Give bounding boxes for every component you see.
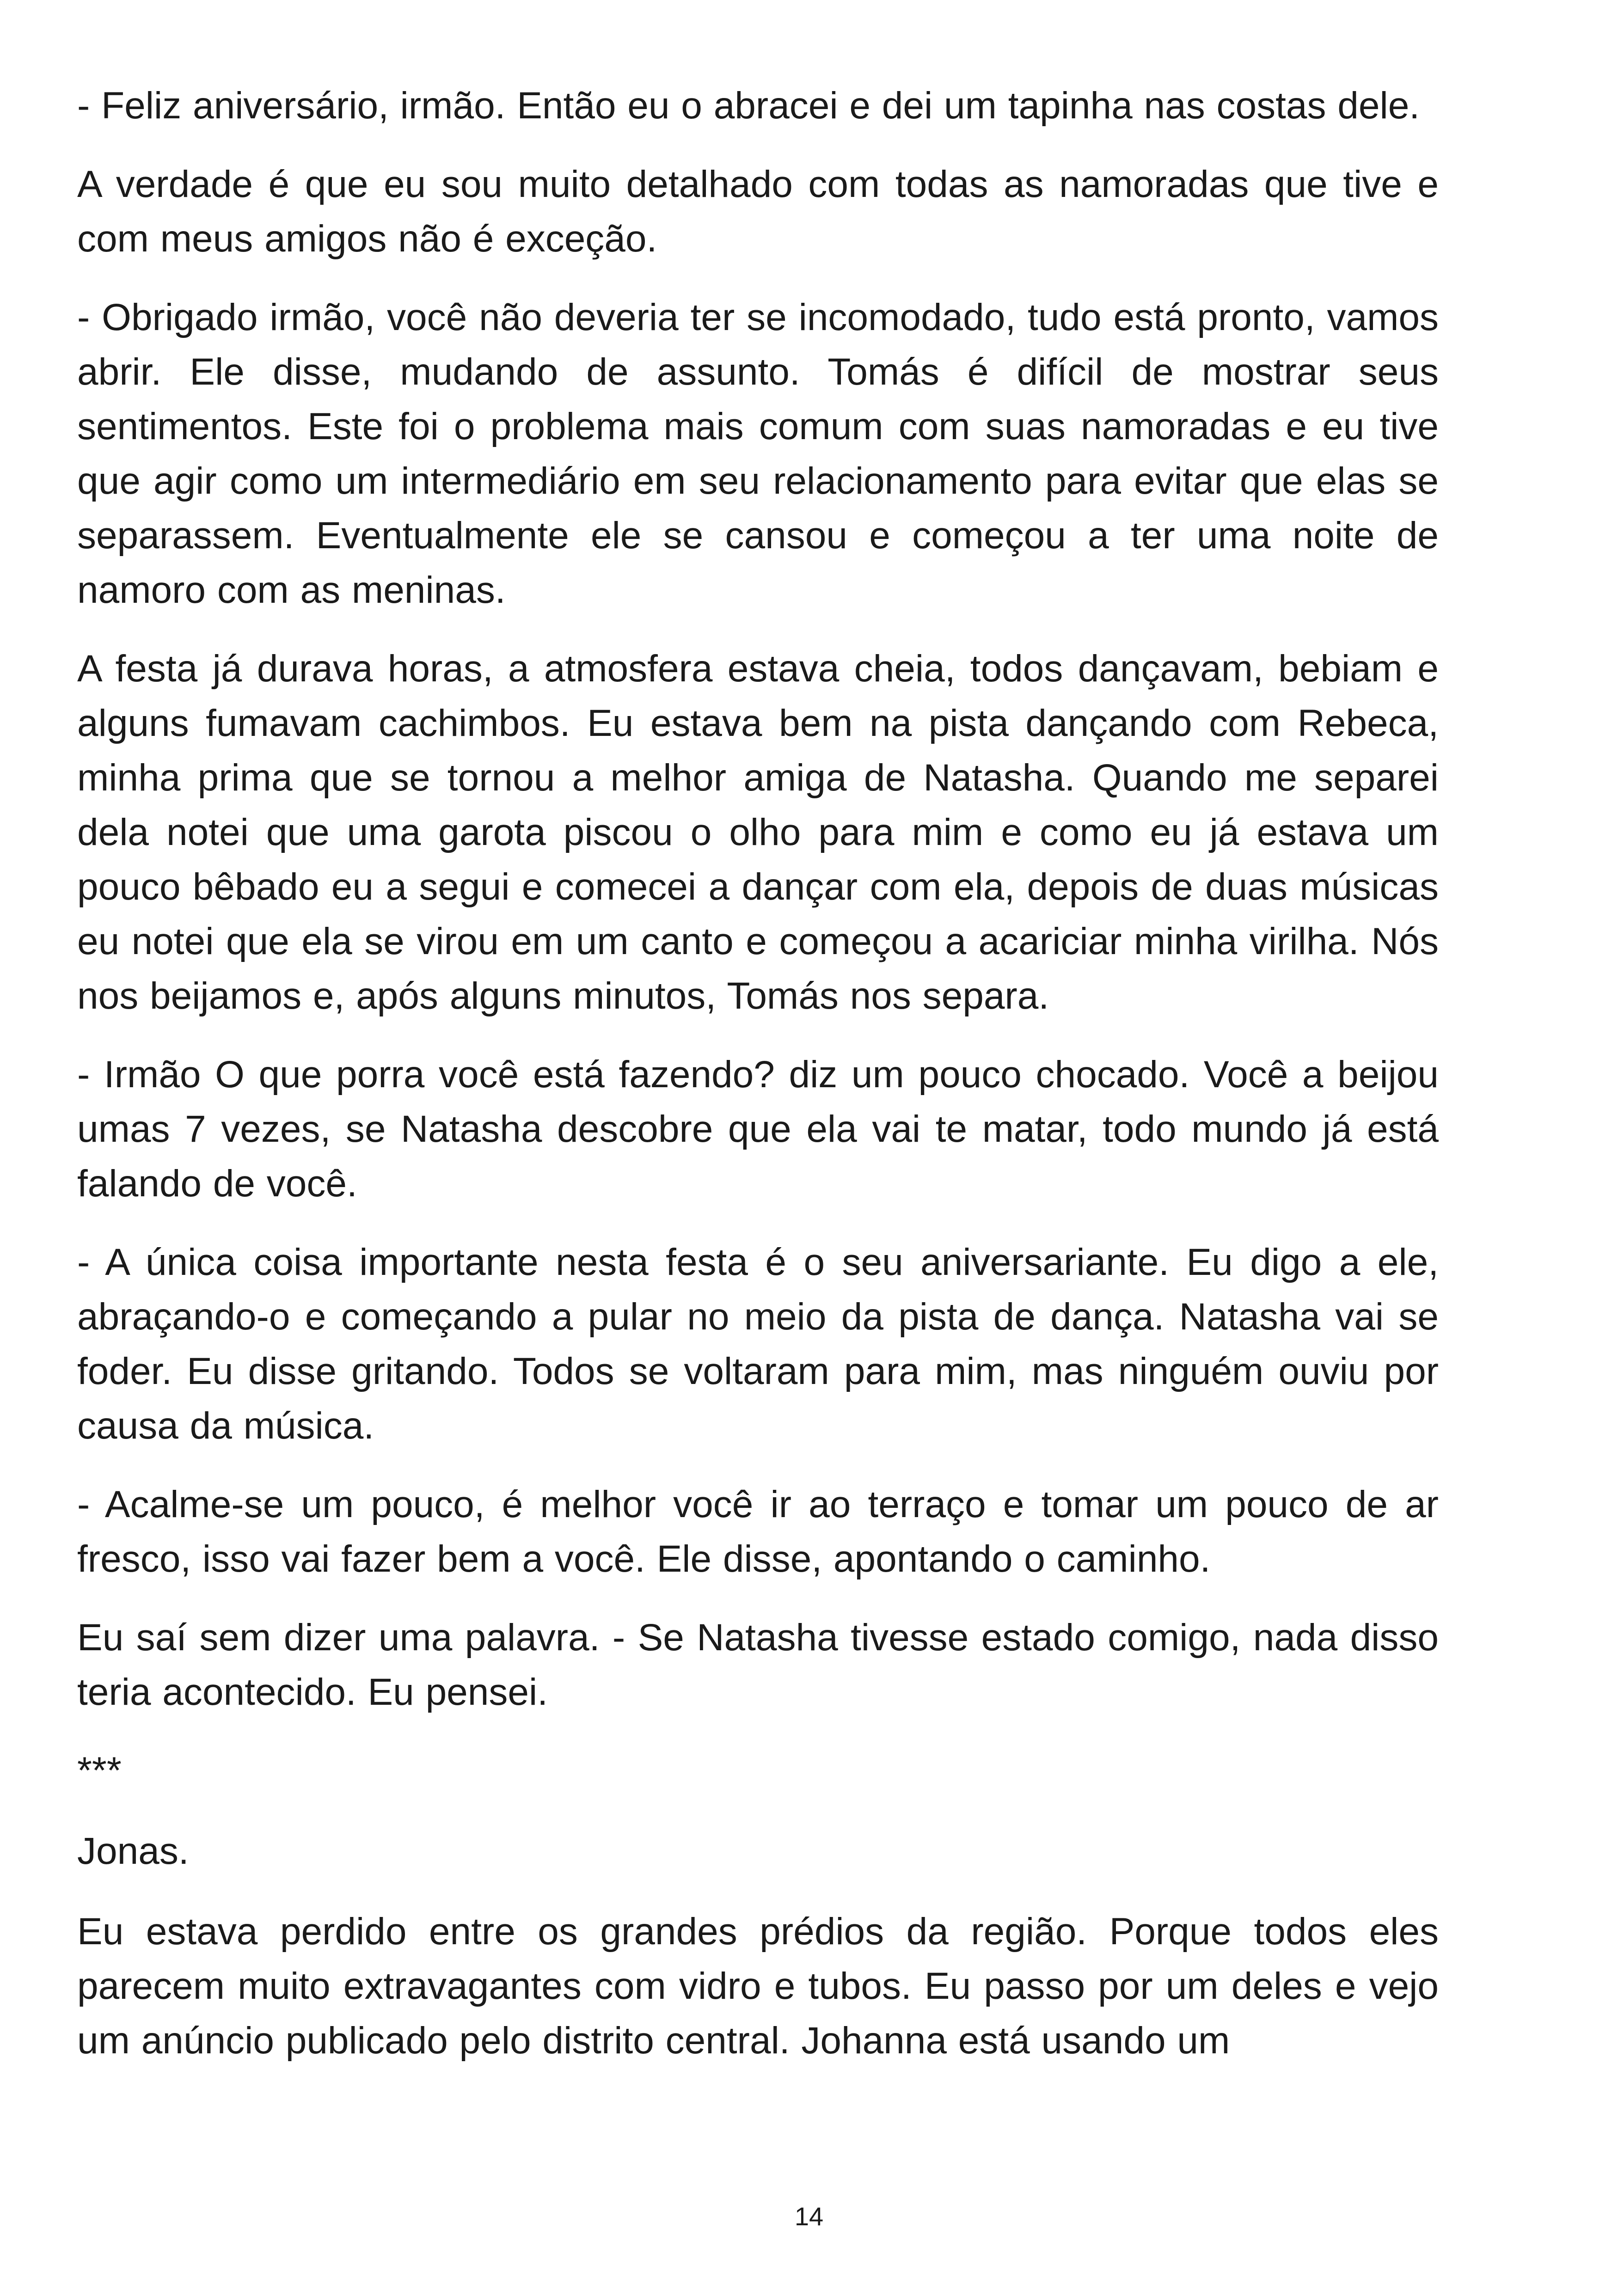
- page-body: [77, 79, 1439, 2092]
- paragraph: A festa já durava horas, a atmosfera estava cheia, todos dançavam, bebiam e alguns fumavam cachimbos. Eu estava bem na pista dançando com Rebeca, minha prima que se tornou a melhor amiga de Natasha. Quando me separei dela notei que uma garota piscou o olho para mim e como eu já estava um pouco bêbado eu a segui e comecei a dançar com ela, depois de duas músicas eu notei que ela se virou em um canto e começou a acariciar minha virilha. Nós nos beijamos e, após alguns minutos, Tomás nos separa.: [77, 648, 1439, 1017]
- paragraph: A verdade é que eu sou muito detalhado com todas as namoradas que tive e com meus amigos não é exceção.: [77, 163, 1439, 260]
- section-heading: Jonas.: [77, 1830, 189, 1872]
- page-number: 14: [794, 2202, 824, 2231]
- paragraph: - A única coisa importante nesta festa é o seu aniversariante. Eu digo a ele, abraçando-o e começando a pular no meio da pista de dança. Natasha vai se foder. Eu disse gritando. Todos se voltaram para mim, mas ninguém ouviu por causa da música.: [77, 1241, 1439, 1447]
- paragraph: - Feliz aniversário, irmão. Então eu o abracei e dei um tapinha nas costas dele.: [77, 85, 1420, 127]
- scene-break: ***: [77, 1750, 122, 1792]
- paragraph: Eu estava perdido entre os grandes prédios da região. Porque todos eles parecem muito extravagantes com vidro e tubos. Eu passo por um deles e vejo um anúncio publicado pelo distrito central. Johanna está usando um: [77, 1910, 1439, 2062]
- paragraph: - Irmão O que porra você está fazendo? diz um pouco chocado. Você a beijou umas 7 vezes, se Natasha descobre que ela vai te matar, todo mundo já está falando de você.: [77, 1053, 1439, 1205]
- paragraph: - Acalme-se um pouco, é melhor você ir ao terraço e tomar um pouco de ar fresco, isso vai fazer bem a você. Ele disse, apontando o caminho.: [77, 1483, 1439, 1580]
- paragraph: Eu saí sem dizer uma palavra. - Se Natasha tivesse estado comigo, nada disso teria acontecido. Eu pensei.: [77, 1616, 1439, 1713]
- paragraph: - Obrigado irmão, você não deveria ter se incomodado, tudo está pronto, vamos abrir. Ele disse, mudando de assunto. Tomás é difícil de mostrar seus sentimentos. Este foi o problema mais comum com suas namoradas e eu tive que agir como um intermediário em seu relacionamento para evitar que elas se separassem. Eventualmente ele se cansou e começou a ter uma noite de namoro com as meninas.: [77, 296, 1439, 611]
